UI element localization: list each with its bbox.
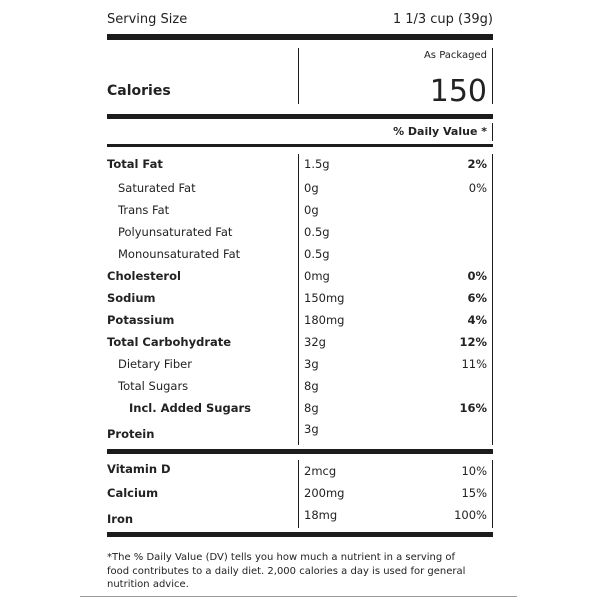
nutrient-daily-value: 0%: [467, 269, 487, 283]
vitamin-daily-value: 100%: [454, 508, 487, 522]
nutrient-amount: 3g: [304, 357, 319, 371]
nutrient-amount: 150mg: [304, 291, 345, 305]
calories-label: Calories: [107, 83, 171, 99]
serving-size-label: Serving Size: [107, 12, 188, 27]
column-divider-vitamins: [298, 460, 299, 528]
vitamin-daily-value: 10%: [461, 464, 487, 478]
column-divider-nutrients-right: [492, 154, 493, 445]
as-packaged-label: As Packaged: [423, 50, 487, 61]
column-divider-calories: [298, 48, 299, 104]
thick-divider-vitamins: [107, 449, 493, 454]
column-divider-vitamins-right: [492, 460, 493, 528]
serving-size-value: 1 1/3 cup (39g): [392, 12, 493, 27]
calories-value: 150: [429, 74, 487, 109]
nutrient-amount: 180mg: [304, 313, 345, 327]
thick-divider-calories: [107, 114, 493, 119]
nutrient-daily-value: 0%: [468, 181, 487, 195]
nutrient-name: Trans Fat: [118, 203, 170, 217]
nutrient-amount: 8g: [304, 401, 319, 415]
column-divider-calories-right: [492, 48, 493, 104]
vitamin-daily-value: 15%: [461, 486, 487, 500]
nutrient-amount: 1.5g: [304, 157, 330, 171]
vitamin-amount: 18mg: [304, 508, 338, 522]
footnote-line: *The % Daily Value (DV) tells you how much a nutrient in a serving of: [107, 552, 456, 563]
nutrient-daily-value: 6%: [467, 291, 487, 305]
vitamin-name: Calcium: [107, 486, 159, 500]
nutrient-amount: 0.5g: [304, 247, 330, 261]
column-divider-nutrients: [298, 154, 299, 445]
nutrient-amount: 0.5g: [304, 225, 330, 239]
column-divider-dv-header: [492, 123, 493, 141]
vitamin-name: Vitamin D: [107, 462, 171, 476]
nutrient-name: Incl. Added Sugars: [129, 401, 251, 415]
nutrient-amount: 32g: [304, 335, 326, 349]
nutrient-name: Total Fat: [107, 157, 163, 171]
nutrient-amount: 8g: [304, 379, 319, 393]
nutrient-daily-value: 2%: [467, 157, 487, 171]
nutrition-facts-panel: [107, 0, 493, 597]
vitamin-amount: 2mcg: [304, 464, 337, 478]
nutrient-amount: 0g: [304, 203, 319, 217]
nutrient-daily-value: 16%: [459, 401, 487, 415]
footnote-line: nutrition advice.: [107, 579, 189, 590]
footnote-line: food contributes to a daily diet. 2,000 calories a day is used for general: [107, 566, 466, 577]
nutrient-name: Total Carbohydrate: [107, 335, 232, 349]
nutrient-name: Total Sugars: [118, 379, 189, 393]
nutrient-name: Polyunsaturated Fat: [118, 225, 233, 239]
nutrient-amount: 0g: [304, 181, 319, 195]
nutrient-daily-value: 11%: [461, 357, 487, 371]
daily-value-header: % Daily Value *: [393, 125, 487, 138]
divider-dv-header: [107, 144, 493, 147]
nutrient-name: Protein: [107, 427, 155, 441]
nutrient-amount: 0mg: [304, 269, 330, 283]
vitamin-name: Iron: [107, 512, 134, 526]
nutrient-daily-value: 12%: [459, 335, 487, 349]
nutrient-amount: 3g: [304, 422, 319, 436]
nutrient-name: Sodium: [107, 291, 156, 305]
nutrient-name: Dietary Fiber: [118, 357, 192, 371]
thick-divider-top: [107, 34, 493, 40]
nutrient-daily-value: 4%: [467, 313, 487, 327]
nutrient-name: Potassium: [107, 313, 175, 327]
nutrient-name: Monounsaturated Fat: [118, 247, 241, 261]
thick-divider-bottom: [107, 532, 493, 537]
nutrient-name: Cholesterol: [107, 269, 181, 283]
vitamin-amount: 200mg: [304, 486, 345, 500]
nutrient-name: Saturated Fat: [118, 181, 196, 195]
